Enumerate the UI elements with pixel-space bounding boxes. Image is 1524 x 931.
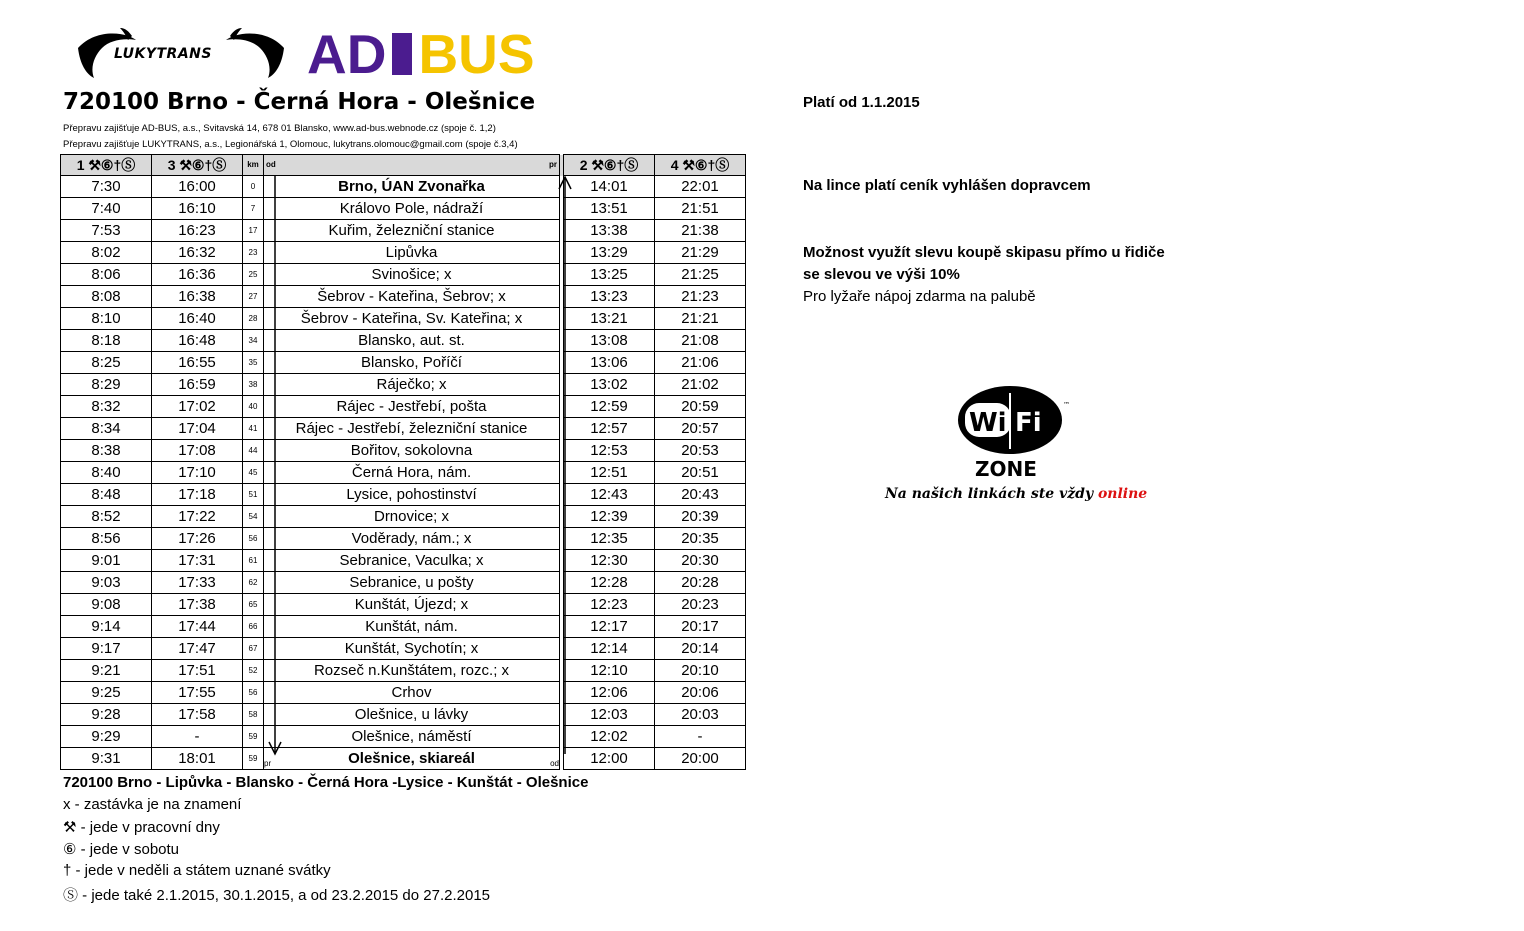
time-trip-3: 17:22 [152, 506, 243, 528]
km-cell: 65 [243, 594, 264, 616]
km-cell: 0 [243, 176, 264, 198]
stop-name: Kunštát, Sychotín; x [277, 638, 546, 660]
time-trip-4: 20:06 [655, 682, 746, 704]
km-cell: 35 [243, 352, 264, 374]
time-trip-1: 8:48 [61, 484, 152, 506]
col-trip-3: 3 ⚒⑥†Ⓢ [152, 155, 243, 176]
km-cell: 41 [243, 418, 264, 440]
legend-saturday: ⑥ - jede v sobotu [63, 841, 180, 858]
table-row [61, 682, 746, 704]
wifi-slogan [885, 486, 1147, 502]
table-row [61, 660, 746, 682]
col-trip-4: 4 ⚒⑥†Ⓢ [655, 155, 746, 176]
time-trip-4: 21:06 [655, 352, 746, 374]
time-trip-2: 12:39 [564, 506, 655, 528]
km-cell: 25 [243, 264, 264, 286]
wifi-zone-text: ZONE [975, 457, 1037, 481]
time-trip-1: 9:14 [61, 616, 152, 638]
time-trip-2: 12:43 [564, 484, 655, 506]
km-cell: 40 [243, 396, 264, 418]
time-trip-3: 16:00 [152, 176, 243, 198]
wifi-icon [883, 385, 1143, 465]
time-trip-3: 16:40 [152, 308, 243, 330]
stop-name: Šebrov - Kateřina, Sv. Kateřina; x [277, 308, 546, 330]
time-trip-1: 8:02 [61, 242, 152, 264]
table-row [61, 374, 746, 396]
km-cell: 27 [243, 286, 264, 308]
time-trip-2: 12:06 [564, 682, 655, 704]
time-trip-2: 13:38 [564, 220, 655, 242]
time-trip-3: 17:04 [152, 418, 243, 440]
time-trip-3: 17:08 [152, 440, 243, 462]
time-trip-1: 8:10 [61, 308, 152, 330]
time-trip-4: 20:03 [655, 704, 746, 726]
table-row [61, 418, 746, 440]
km-cell: 56 [243, 682, 264, 704]
stop-name: Kuřim, železniční stanice [277, 220, 546, 242]
table-row [61, 242, 746, 264]
time-trip-3: 17:18 [152, 484, 243, 506]
tariff-note: Na lince platí ceník vyhlášen dopravcem [803, 177, 1091, 194]
table-row [61, 330, 746, 352]
stop-name: Blansko, aut. st. [277, 330, 546, 352]
time-trip-4: 22:01 [655, 176, 746, 198]
wifi-zone-logo [883, 385, 1148, 515]
col-arrow-left [264, 155, 278, 176]
legend-workdays: ⚒ - jede v pracovní dny [63, 819, 220, 836]
col-km: km [243, 155, 264, 176]
stop-name: Kunštát, Újezd; x [277, 594, 546, 616]
km-cell: 17 [243, 220, 264, 242]
time-trip-1: 8:29 [61, 374, 152, 396]
time-trip-2: 12:30 [564, 550, 655, 572]
km-cell: 34 [243, 330, 264, 352]
time-trip-2: 14:01 [564, 176, 655, 198]
time-trip-1: 7:53 [61, 220, 152, 242]
time-trip-2: 12:35 [564, 528, 655, 550]
time-trip-2: 12:23 [564, 594, 655, 616]
col-arrow-right [546, 155, 560, 176]
timetable-header [61, 155, 746, 176]
time-trip-1: 8:34 [61, 418, 152, 440]
stop-name: Sebranice, Vaculka; x [277, 550, 546, 572]
table-row [61, 308, 746, 330]
adbus-logo-ad: AD [307, 23, 387, 85]
down-arrow-icon [262, 176, 292, 756]
km-cell: 51 [243, 484, 264, 506]
table-row [61, 638, 746, 660]
time-trip-2: 12:17 [564, 616, 655, 638]
operator-line-1: Přepravu zajišťuje AD-BUS, a.s., Svitavská 14, 678 01 Blansko, www.ad-bus.webnode.cz (spoje č. 1,2) [63, 123, 496, 134]
time-trip-2: 12:10 [564, 660, 655, 682]
km-cell: 66 [243, 616, 264, 638]
stop-name: Šebrov - Kateřina, Šebrov; x [277, 286, 546, 308]
timetable-body [61, 176, 746, 770]
time-trip-2: 13:51 [564, 198, 655, 220]
time-trip-4: 21:51 [655, 198, 746, 220]
table-row [61, 528, 746, 550]
time-trip-1: 8:52 [61, 506, 152, 528]
time-trip-1: 9:31 [61, 748, 152, 770]
stop-name: Lipůvka [277, 242, 546, 264]
stop-name: Olešnice, u lávky [277, 704, 546, 726]
time-trip-1: 8:06 [61, 264, 152, 286]
time-trip-1: 9:29 [61, 726, 152, 748]
time-trip-1: 8:40 [61, 462, 152, 484]
time-trip-3: 17:51 [152, 660, 243, 682]
time-trip-4: 21:29 [655, 242, 746, 264]
stop-name: Rájec - Jestřebí, pošta [277, 396, 546, 418]
stop-name: Brno, ÚAN Zvonařka [277, 176, 546, 198]
table-row [61, 484, 746, 506]
stop-name: Sebranice, u pošty [277, 572, 546, 594]
stop-name: Olešnice, skiareál [277, 748, 546, 770]
time-trip-3: 16:32 [152, 242, 243, 264]
time-trip-2: 13:08 [564, 330, 655, 352]
time-trip-3: 16:48 [152, 330, 243, 352]
time-trip-4: 21:25 [655, 264, 746, 286]
stop-name: Olešnice, náměstí [277, 726, 546, 748]
stop-name: Královo Pole, nádraží [277, 198, 546, 220]
km-cell: 67 [243, 638, 264, 660]
stop-name: Voděrady, nám.; x [277, 528, 546, 550]
stop-name: Bořitov, sokolovna [277, 440, 546, 462]
time-trip-3: 16:55 [152, 352, 243, 374]
time-trip-4: 20:59 [655, 396, 746, 418]
time-trip-3: 16:59 [152, 374, 243, 396]
wifi-tm-text: ™ [1063, 401, 1070, 409]
time-trip-2: 13:23 [564, 286, 655, 308]
stop-name: Kunštát, nám. [277, 616, 546, 638]
time-trip-3: - [152, 726, 243, 748]
time-trip-1: 9:17 [61, 638, 152, 660]
time-trip-3: 17:58 [152, 704, 243, 726]
header-pr: pr [549, 160, 557, 169]
timetable [60, 154, 746, 770]
table-row [61, 748, 746, 770]
time-trip-4: - [655, 726, 746, 748]
stop-name: Drnovice; x [277, 506, 546, 528]
table-row [61, 264, 746, 286]
legend-sunday: † - jede v neděli a státem uznané svátky [63, 862, 331, 879]
valid-from: Platí od 1.1.2015 [803, 94, 920, 111]
time-trip-1: 9:21 [61, 660, 152, 682]
stop-name: Ráječko; x [277, 374, 546, 396]
adbus-logo-bar [392, 33, 412, 75]
header-od: od [266, 160, 276, 169]
time-trip-4: 20:30 [655, 550, 746, 572]
time-trip-3: 16:10 [152, 198, 243, 220]
wifi-slogan-text: Na našich linkách ste vždy [885, 486, 1098, 502]
stop-name: Rozseč n.Kunštátem, rozc.; x [277, 660, 546, 682]
km-cell: 23 [243, 242, 264, 264]
time-trip-4: 20:14 [655, 638, 746, 660]
time-trip-3: 17:55 [152, 682, 243, 704]
stop-name: Černá Hora, nám. [277, 462, 546, 484]
table-row [61, 286, 746, 308]
discount-note-1: Možnost využít slevu koupě skipasu přímo u řidiče [803, 244, 1165, 261]
stop-name: Blansko, Poříčí [277, 352, 546, 374]
time-trip-4: 20:43 [655, 484, 746, 506]
operator-line-2: Přepravu zajišťuje LUKYTRANS, a.s., Legionářská 1, Olomouc, lukytrans.olomouc@gmail.com (spoje č.3,4) [63, 139, 518, 150]
legend-special-days: Ⓢ - jede také 2.1.2015, 30.1.2015, a od 23.2.2015 do 27.2.2015 [63, 887, 491, 904]
table-row [61, 352, 746, 374]
time-trip-4: 21:38 [655, 220, 746, 242]
col-trip-2: 2 ⚒⑥†Ⓢ [564, 155, 655, 176]
km-cell: 58 [243, 704, 264, 726]
time-trip-1: 8:18 [61, 330, 152, 352]
discount-note-2: se slevou ve výši 10% [803, 266, 960, 283]
time-trip-3: 17:33 [152, 572, 243, 594]
time-trip-4: 20:51 [655, 462, 746, 484]
time-trip-1: 9:25 [61, 682, 152, 704]
stop-name: Crhov [277, 682, 546, 704]
time-trip-2: 12:14 [564, 638, 655, 660]
table-row [61, 462, 746, 484]
time-trip-4: 21:21 [655, 308, 746, 330]
time-trip-2: 12:53 [564, 440, 655, 462]
time-trip-3: 16:23 [152, 220, 243, 242]
time-trip-4: 20:00 [655, 748, 746, 770]
time-trip-2: 12:57 [564, 418, 655, 440]
time-trip-1: 7:40 [61, 198, 152, 220]
km-cell: 59 [243, 726, 264, 748]
table-row [61, 594, 746, 616]
time-trip-1: 9:03 [61, 572, 152, 594]
wifi-slogan-online: online [1097, 486, 1148, 502]
table-row [61, 704, 746, 726]
time-trip-2: 13:25 [564, 264, 655, 286]
km-cell: 56 [243, 528, 264, 550]
legend-request-stop: x - zastávka je na znamení [63, 796, 242, 813]
time-trip-4: 21:02 [655, 374, 746, 396]
km-cell: 44 [243, 440, 264, 462]
table-row [61, 198, 746, 220]
time-trip-2: 12:28 [564, 572, 655, 594]
row-pr: pr [264, 759, 272, 768]
adbus-logo-bus: BUS [418, 23, 535, 85]
time-trip-4: 20:35 [655, 528, 746, 550]
table-row [61, 616, 746, 638]
time-trip-1: 8:25 [61, 352, 152, 374]
time-trip-3: 18:01 [152, 748, 243, 770]
time-trip-4: 20:57 [655, 418, 746, 440]
km-cell: 62 [243, 572, 264, 594]
time-trip-2: 13:02 [564, 374, 655, 396]
time-trip-1: 9:08 [61, 594, 152, 616]
time-trip-4: 20:28 [655, 572, 746, 594]
time-trip-2: 12:02 [564, 726, 655, 748]
table-row [61, 506, 746, 528]
km-cell: 7 [243, 198, 264, 220]
km-cell: 59 [243, 748, 264, 770]
drink-note: Pro lyžaře nápoj zdarma na palubě [803, 288, 1036, 305]
time-trip-3: 17:26 [152, 528, 243, 550]
km-cell: 28 [243, 308, 264, 330]
col-trip-1: 1 ⚒⑥†Ⓢ [61, 155, 152, 176]
time-trip-4: 21:08 [655, 330, 746, 352]
time-trip-4: 20:39 [655, 506, 746, 528]
stop-name: Svinošice; x [277, 264, 546, 286]
time-trip-3: 16:38 [152, 286, 243, 308]
time-trip-2: 13:29 [564, 242, 655, 264]
km-cell: 61 [243, 550, 264, 572]
table-row [61, 440, 746, 462]
time-trip-2: 13:21 [564, 308, 655, 330]
time-trip-1: 9:28 [61, 704, 152, 726]
table-row [61, 572, 746, 594]
wifi-wi-text: Wi [969, 408, 1007, 438]
time-trip-3: 17:31 [152, 550, 243, 572]
table-row [61, 176, 746, 198]
up-arrow-icon [552, 176, 582, 756]
time-trip-1: 9:01 [61, 550, 152, 572]
route-note: 720100 Brno - Lipůvka - Blansko - Černá Hora -Lysice - Kunštát - Olešnice [63, 774, 589, 791]
col-stop [277, 155, 546, 176]
time-trip-2: 13:06 [564, 352, 655, 374]
lukytrans-logo [76, 26, 286, 82]
time-trip-3: 16:36 [152, 264, 243, 286]
adbus-logo [307, 23, 535, 85]
time-trip-4: 20:23 [655, 594, 746, 616]
time-trip-3: 17:10 [152, 462, 243, 484]
time-trip-4: 20:10 [655, 660, 746, 682]
km-cell: 38 [243, 374, 264, 396]
time-trip-1: 8:32 [61, 396, 152, 418]
time-trip-1: 8:38 [61, 440, 152, 462]
time-trip-2: 12:59 [564, 396, 655, 418]
time-trip-4: 20:17 [655, 616, 746, 638]
time-trip-1: 7:30 [61, 176, 152, 198]
stop-name: Lysice, pohostinství [277, 484, 546, 506]
time-trip-2: 12:03 [564, 704, 655, 726]
row-od: od [550, 759, 559, 768]
table-row [61, 726, 746, 748]
km-cell: 45 [243, 462, 264, 484]
page-title: 720100 Brno - Černá Hora - Olešnice [63, 89, 536, 115]
time-trip-3: 17:38 [152, 594, 243, 616]
table-row [61, 396, 746, 418]
time-trip-1: 8:08 [61, 286, 152, 308]
time-trip-3: 17:47 [152, 638, 243, 660]
time-trip-3: 17:44 [152, 616, 243, 638]
time-trip-2: 12:51 [564, 462, 655, 484]
time-trip-3: 17:02 [152, 396, 243, 418]
wifi-fi-text: Fi [1015, 408, 1042, 438]
time-trip-2: 12:00 [564, 748, 655, 770]
time-trip-4: 21:23 [655, 286, 746, 308]
time-trip-1: 8:56 [61, 528, 152, 550]
table-row [61, 550, 746, 572]
km-cell: 54 [243, 506, 264, 528]
lukytrans-wordmark: LUKYTRANS [114, 46, 212, 62]
table-row [61, 220, 746, 242]
km-cell: 52 [243, 660, 264, 682]
time-trip-4: 20:53 [655, 440, 746, 462]
stop-name: Rájec - Jestřebí, železniční stanice [277, 418, 546, 440]
